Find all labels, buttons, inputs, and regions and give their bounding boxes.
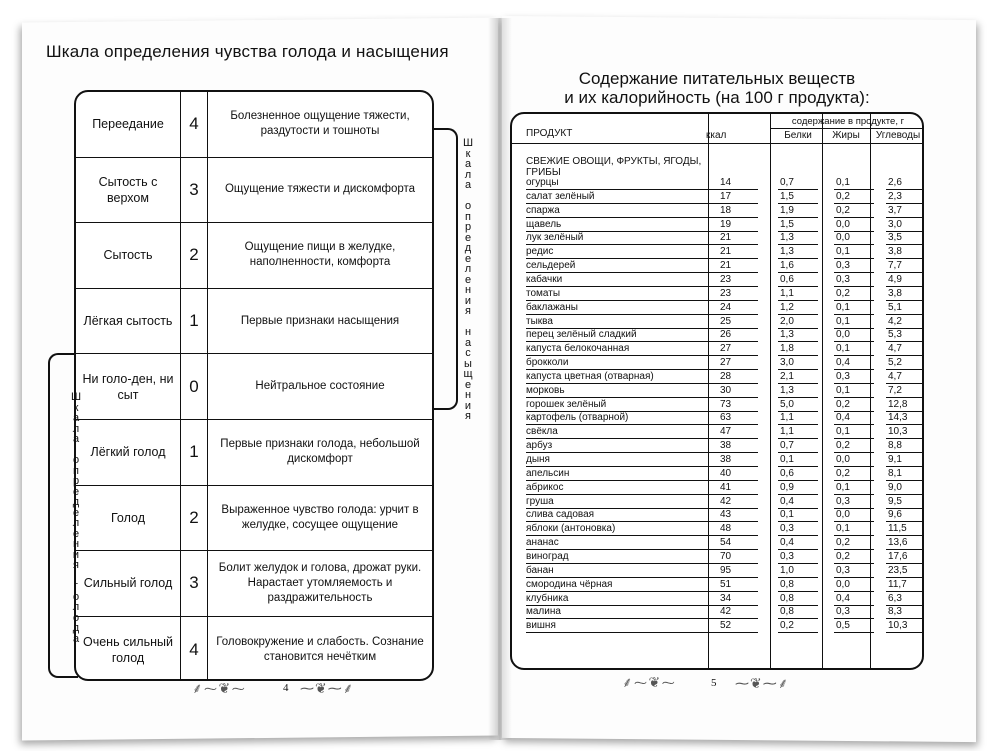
carbs-value: 5,2 — [886, 356, 924, 370]
scale-state: Лёгкий голод — [90, 445, 166, 460]
kcal-value: 51 — [718, 578, 758, 592]
scale-description: Ощущение пищи в желудке, наполненности, комфорта — [244, 241, 396, 269]
table-row — [512, 287, 922, 301]
header-kcal: ккал — [706, 130, 727, 141]
table-row — [512, 522, 922, 536]
table-row — [512, 342, 922, 356]
product-name: лук зелёный — [526, 231, 722, 245]
fat-value: 0,2 — [834, 467, 874, 481]
scale-level: 1 — [180, 420, 208, 485]
protein-value: 5,0 — [778, 398, 818, 412]
fat-value: 0,1 — [834, 384, 874, 398]
fat-value: 0,1 — [834, 176, 874, 190]
protein-value: 0,2 — [778, 619, 818, 633]
kcal-value: 41 — [718, 481, 758, 495]
table-row — [512, 190, 922, 204]
table-row — [512, 592, 922, 606]
protein-value: 0,8 — [778, 578, 818, 592]
protein-value: 1,9 — [778, 204, 818, 218]
product-name: дыня — [526, 453, 722, 467]
table-row — [512, 231, 922, 245]
satiety-scale-bracket — [434, 128, 458, 410]
product-name: ананас — [526, 536, 722, 550]
carbs-value: 7,7 — [886, 259, 924, 273]
kcal-value: 63 — [718, 411, 758, 425]
protein-value: 1,1 — [778, 411, 818, 425]
table-row — [512, 259, 922, 273]
book-spine — [488, 18, 512, 740]
protein-value: 0,6 — [778, 467, 818, 481]
fat-value: 0,3 — [834, 564, 874, 578]
fat-value: 0,2 — [834, 398, 874, 412]
leaf-ornament-icon: ⁓❦⁓⸙ — [300, 680, 355, 696]
product-name: сельдерей — [526, 259, 722, 273]
fat-value: 0,2 — [834, 550, 874, 564]
protein-value: 1,6 — [778, 259, 818, 273]
protein-value: 0,1 — [778, 453, 818, 467]
product-name: капуста цветная (отварная) — [526, 370, 722, 384]
carbs-value: 7,2 — [886, 384, 924, 398]
table-row — [512, 439, 922, 453]
left-page-title: Шкала определения чувства голода и насыщения — [46, 42, 449, 61]
carbs-value: 4,2 — [886, 315, 924, 329]
header-product: ПРОДУКТ — [526, 128, 573, 139]
kcal-value: 23 — [718, 287, 758, 301]
kcal-value: 73 — [718, 398, 758, 412]
right-title-line1: Содержание питательных веществ — [578, 69, 856, 88]
header-content-group: содержание в продукте, г — [791, 116, 905, 127]
fat-value: 0,1 — [834, 481, 874, 495]
protein-value: 2,1 — [778, 370, 818, 384]
product-name: малина — [526, 605, 722, 619]
kcal-value: 26 — [718, 328, 758, 342]
kcal-value: 28 — [718, 370, 758, 384]
table-row — [512, 245, 922, 259]
page-number-right: 5 — [711, 677, 717, 689]
carbs-value: 10,3 — [886, 425, 924, 439]
scale-description: Первые признаки голода, небольшой дискомфорт — [220, 438, 420, 466]
product-name: баклажаны — [526, 301, 722, 315]
fat-value: 0,4 — [834, 356, 874, 370]
scale-row — [76, 92, 432, 158]
scale-level: 2 — [180, 486, 208, 551]
fat-value: 0,3 — [834, 495, 874, 509]
scale-level: 1 — [180, 289, 208, 354]
protein-value: 0,6 — [778, 273, 818, 287]
protein-value: 0,4 — [778, 495, 818, 509]
protein-value: 3,0 — [778, 356, 818, 370]
product-name: апельсин — [526, 467, 722, 481]
scale-description: Нейтральное состояние — [255, 380, 385, 393]
scale-description: Болит желудок и голова, дрожат руки. Нарастает утомляемость и раздражительность — [218, 561, 422, 604]
header-protein: Белки — [784, 130, 812, 141]
table-row — [512, 425, 922, 439]
fat-value: 0,2 — [834, 190, 874, 204]
kcal-value: 24 — [718, 301, 758, 315]
scale-description: Ощущение тяжести и дискомфорта — [224, 183, 416, 196]
carbs-value: 4,7 — [886, 370, 924, 384]
carbs-value: 2,6 — [886, 176, 924, 190]
kcal-value: 42 — [718, 605, 758, 619]
kcal-value: 17 — [718, 190, 758, 204]
kcal-value: 25 — [718, 315, 758, 329]
scale-description: Выраженное чувство голода: урчит в желудке, сосущее ощущение — [221, 503, 419, 531]
carbs-value: 2,3 — [886, 190, 924, 204]
kcal-value: 47 — [718, 425, 758, 439]
kcal-value: 34 — [718, 592, 758, 606]
table-row — [512, 536, 922, 550]
fat-value: 0,0 — [834, 508, 874, 522]
carbs-value: 4,7 — [886, 342, 924, 356]
scale-state: Сытость — [103, 248, 153, 263]
product-name: капуста белокочанная — [526, 342, 722, 356]
table-row — [512, 315, 922, 329]
carbs-value: 3,5 — [886, 231, 924, 245]
carbs-value: 11,7 — [886, 578, 924, 592]
protein-value: 0,8 — [778, 605, 818, 619]
scale-state: Очень сильный голод — [83, 634, 173, 665]
fat-value: 0,3 — [834, 370, 874, 384]
protein-value: 1,0 — [778, 564, 818, 578]
table-row — [512, 328, 922, 342]
scale-state: Переедание — [92, 117, 164, 132]
fat-value: 0,0 — [834, 328, 874, 342]
kcal-value: 14 — [718, 176, 758, 190]
product-name: томаты — [526, 287, 722, 301]
scale-row — [76, 354, 432, 420]
product-name: картофель (отварной) — [526, 411, 722, 425]
protein-value: 1,2 — [778, 301, 818, 315]
kcal-value: 38 — [718, 453, 758, 467]
product-name: груша — [526, 495, 722, 509]
product-name: слива садовая — [526, 508, 722, 522]
scale-row — [76, 617, 432, 681]
fat-value: 0,1 — [834, 245, 874, 259]
carbs-value: 23,5 — [886, 564, 924, 578]
carbs-value: 9,5 — [886, 495, 924, 509]
table-row — [512, 578, 922, 592]
page-number-left: 4 — [283, 682, 289, 694]
kcal-value: 43 — [718, 508, 758, 522]
fat-value: 0,1 — [834, 342, 874, 356]
carbs-value: 8,3 — [886, 605, 924, 619]
scale-state: Лёгкая сытость — [83, 314, 173, 329]
nutrition-table-header — [512, 114, 922, 144]
fat-value: 0,5 — [834, 619, 874, 633]
fat-value: 0,4 — [834, 592, 874, 606]
carbs-value: 8,8 — [886, 439, 924, 453]
header-divider — [770, 128, 924, 129]
carbs-value: 9,0 — [886, 481, 924, 495]
product-name: смородина чёрная — [526, 578, 722, 592]
carbs-value: 6,3 — [886, 592, 924, 606]
table-row — [512, 370, 922, 384]
scale-row — [76, 420, 432, 486]
protein-value: 0,9 — [778, 481, 818, 495]
carbs-value: 14,3 — [886, 411, 924, 425]
protein-value: 1,3 — [778, 231, 818, 245]
table-row — [512, 508, 922, 522]
carbs-value: 4,9 — [886, 273, 924, 287]
protein-value: 2,0 — [778, 315, 818, 329]
kcal-value: 30 — [718, 384, 758, 398]
product-name: салат зелёный — [526, 190, 722, 204]
scale-row — [76, 486, 432, 552]
leaf-ornament-icon: ⸙⁓❦⁓ — [192, 680, 247, 696]
kcal-value: 70 — [718, 550, 758, 564]
protein-value: 1,3 — [778, 384, 818, 398]
protein-value: 1,1 — [778, 425, 818, 439]
kcal-value: 18 — [718, 204, 758, 218]
fat-value: 0,1 — [834, 301, 874, 315]
table-row — [512, 495, 922, 509]
kcal-value: 54 — [718, 536, 758, 550]
kcal-value: 27 — [718, 342, 758, 356]
table-row — [512, 301, 922, 315]
carbs-value: 3,7 — [886, 204, 924, 218]
fat-value: 0,0 — [834, 453, 874, 467]
scale-row — [76, 223, 432, 289]
fat-value: 0,1 — [834, 522, 874, 536]
scale-description: Головокружение и слабость. Сознание становится нечётким — [216, 635, 424, 663]
fat-value: 0,3 — [834, 273, 874, 287]
fat-value: 0,3 — [834, 605, 874, 619]
fat-value: 0,3 — [834, 259, 874, 273]
scale-state: Сытость с верхом — [98, 174, 158, 205]
table-row — [512, 273, 922, 287]
carbs-value: 5,1 — [886, 301, 924, 315]
table-row — [512, 398, 922, 412]
carbs-value: 11,5 — [886, 522, 924, 536]
scale-description: Болезненное ощущение тяжести, раздутости и тошноты — [230, 110, 410, 138]
scale-state: Ни голо-ден, ни сыт — [82, 371, 174, 402]
table-row — [512, 411, 922, 425]
product-name: яблоки (антоновка) — [526, 522, 722, 536]
table-row — [512, 619, 922, 633]
scale-level: 0 — [180, 354, 208, 419]
product-name: огурцы — [526, 176, 722, 190]
product-name: брокколи — [526, 356, 722, 370]
leaf-ornament-icon: ⸙⁓❦⁓ — [622, 674, 677, 690]
right-page-title — [552, 69, 882, 107]
scale-state: Сильный голод — [83, 576, 173, 591]
kcal-value: 52 — [718, 619, 758, 633]
product-name: морковь — [526, 384, 722, 398]
product-name: кабачки — [526, 273, 722, 287]
hunger-scale-label: Ш к а л а о п р е д е л е н и я г о л о д а — [70, 391, 82, 645]
table-row — [512, 467, 922, 481]
kcal-value: 48 — [718, 522, 758, 536]
scale-level: 4 — [180, 92, 208, 157]
fat-value: 0,0 — [834, 578, 874, 592]
product-name: тыква — [526, 315, 722, 329]
protein-value: 1,8 — [778, 342, 818, 356]
scale-row — [76, 551, 432, 617]
protein-value: 0,7 — [778, 439, 818, 453]
scale-level: 3 — [180, 158, 208, 223]
product-name: клубника — [526, 592, 722, 606]
carbs-value: 13,6 — [886, 536, 924, 550]
kcal-value: 38 — [718, 439, 758, 453]
carbs-value: 9,6 — [886, 508, 924, 522]
protein-value: 1,3 — [778, 245, 818, 259]
carbs-value: 12,8 — [886, 398, 924, 412]
table-row — [512, 204, 922, 218]
protein-value: 0,3 — [778, 522, 818, 536]
table-row — [512, 384, 922, 398]
hunger-satiety-scale-table — [74, 90, 434, 681]
nutrition-table — [510, 112, 924, 670]
kcal-value: 21 — [718, 245, 758, 259]
kcal-value: 42 — [718, 495, 758, 509]
carbs-value: 3,8 — [886, 287, 924, 301]
header-fat: Жиры — [832, 130, 860, 141]
kcal-value: 27 — [718, 356, 758, 370]
product-name: виноград — [526, 550, 722, 564]
protein-value: 1,5 — [778, 218, 818, 232]
table-row — [512, 605, 922, 619]
table-row — [512, 481, 922, 495]
protein-value: 1,1 — [778, 287, 818, 301]
fat-value: 0,4 — [834, 411, 874, 425]
table-row — [512, 453, 922, 467]
protein-value: 0,1 — [778, 508, 818, 522]
carbs-value: 3,8 — [886, 245, 924, 259]
header-carbs: Углеводы — [875, 130, 921, 141]
fat-value: 0,2 — [834, 204, 874, 218]
carbs-value: 8,1 — [886, 467, 924, 481]
product-name: вишня — [526, 619, 722, 633]
carbs-value: 17,6 — [886, 550, 924, 564]
protein-value: 0,8 — [778, 592, 818, 606]
product-name: абрикос — [526, 481, 722, 495]
product-name: спаржа — [526, 204, 722, 218]
table-row — [512, 218, 922, 232]
product-name: перец зелёный сладкий — [526, 328, 722, 342]
scale-level: 4 — [180, 617, 208, 681]
scale-level: 3 — [180, 551, 208, 616]
product-name: свёкла — [526, 425, 722, 439]
scale-state: Голод — [110, 510, 145, 525]
category-label: СВЕЖИЕ ОВОЩИ, ФРУКТЫ, ЯГОДЫ, ГРИБЫ — [526, 156, 702, 178]
product-name: щавель — [526, 218, 722, 232]
leaf-ornament-icon: ⁓❦⁓⸙ — [735, 675, 790, 691]
carbs-value: 3,0 — [886, 218, 924, 232]
product-name: редис — [526, 245, 722, 259]
table-row — [512, 356, 922, 370]
fat-value: 0,2 — [834, 536, 874, 550]
fat-value: 0,2 — [834, 439, 874, 453]
kcal-value: 40 — [718, 467, 758, 481]
scale-row — [76, 289, 432, 355]
fat-value: 0,0 — [834, 231, 874, 245]
protein-value: 1,5 — [778, 190, 818, 204]
scale-row — [76, 158, 432, 224]
fat-value: 0,1 — [834, 425, 874, 439]
carbs-value: 5,3 — [886, 328, 924, 342]
protein-value: 0,7 — [778, 176, 818, 190]
fat-value: 0,0 — [834, 218, 874, 232]
kcal-value: 21 — [718, 231, 758, 245]
scale-description: Первые признаки насыщения — [240, 314, 400, 327]
kcal-value: 21 — [718, 259, 758, 273]
kcal-value: 19 — [718, 218, 758, 232]
protein-value: 0,4 — [778, 536, 818, 550]
kcal-value: 23 — [718, 273, 758, 287]
scale-level: 2 — [180, 223, 208, 288]
fat-value: 0,1 — [834, 315, 874, 329]
product-name: горошек зелёный — [526, 398, 722, 412]
carbs-value: 10,3 — [886, 619, 924, 633]
fat-value: 0,2 — [834, 287, 874, 301]
table-row — [512, 550, 922, 564]
product-name: арбуз — [526, 439, 722, 453]
right-title-line2: и их калорийность (на 100 г продукта): — [564, 88, 870, 107]
product-name: банан — [526, 564, 722, 578]
satiety-scale-label: Ш к а л а о п р е д е л е н и я н а с ы щ е н и я — [462, 137, 474, 422]
protein-value: 0,3 — [778, 550, 818, 564]
table-row — [512, 564, 922, 578]
protein-value: 1,3 — [778, 328, 818, 342]
table-row — [512, 176, 922, 190]
carbs-value: 9,1 — [886, 453, 924, 467]
kcal-value: 95 — [718, 564, 758, 578]
